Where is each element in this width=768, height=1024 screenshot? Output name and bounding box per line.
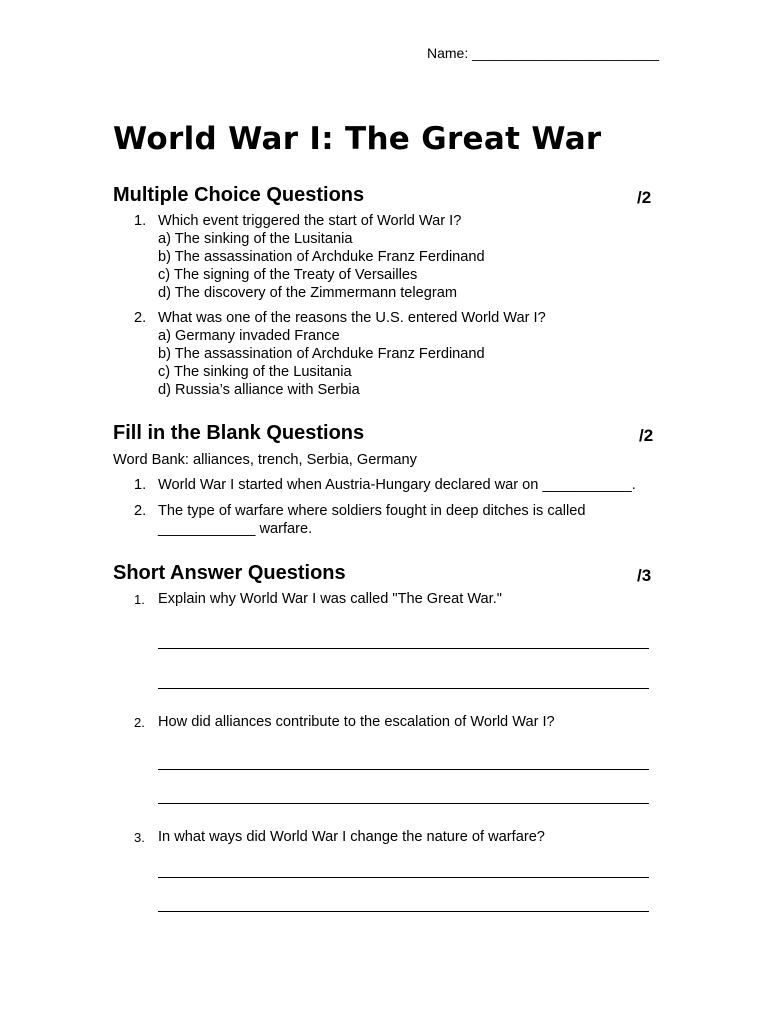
section-heading-fill-blank: Fill in the Blank Questions [113, 422, 365, 444]
mc-question-1-option-a: a) The sinking of the Lusitania [158, 231, 353, 247]
mc-question-2-option-c: c) The sinking of the Lusitania [158, 364, 352, 380]
mc-question-1-option-d: d) The discovery of the Zimmermann telegram [158, 285, 458, 301]
mc-question-1-number: 1. [134, 213, 147, 229]
section-heading-multiple-choice: Multiple Choice Questions [113, 184, 365, 206]
mc-question-2-text: What was one of the reasons the U.S. entered World War I? [158, 310, 546, 326]
answer-line [158, 769, 649, 770]
word-bank: Word Bank: alliances, trench, Serbia, Germany [113, 452, 417, 468]
answer-line [158, 911, 649, 912]
sa-question-1-number: 1. [134, 592, 145, 607]
fb-question-2-number: 2. [134, 503, 147, 519]
mc-question-2-option-d: d) Russia’s alliance with Serbia [158, 382, 360, 398]
fb-question-2-text-line-1: The type of warfare where soldiers fought in deep ditches is called [158, 503, 586, 519]
score-short-answer: /3 [637, 566, 652, 585]
mc-question-1-option-c: c) The signing of the Treaty of Versailles [158, 267, 418, 283]
sa-question-2-text: How did alliances contribute to the escalation of World War I? [158, 714, 555, 730]
mc-question-2-option-b: b) The assassination of Archduke Franz Ferdinand [158, 346, 485, 362]
mc-question-2-number: 2. [134, 310, 147, 326]
answer-line [158, 877, 649, 878]
answer-line [158, 803, 649, 804]
score-multiple-choice: /2 [637, 188, 652, 207]
section-heading-short-answer: Short Answer Questions [113, 562, 346, 584]
answer-line [158, 688, 649, 689]
mc-question-1-option-b: b) The assassination of Archduke Franz Ferdinand [158, 249, 485, 265]
name-field-label: Name: ________________________ [427, 45, 659, 61]
fb-question-1-number: 1. [134, 477, 147, 493]
sa-question-3-text: In what ways did World War I change the nature of warfare? [158, 829, 545, 845]
score-fill-blank: /2 [639, 426, 654, 445]
sa-question-2-number: 2. [134, 715, 145, 730]
answer-line [158, 648, 649, 649]
mc-question-2-option-a: a) Germany invaded France [158, 328, 340, 344]
sa-question-3-number: 3. [134, 830, 145, 845]
fb-question-1-text: World War I started when Austria-Hungary declared war on ___________. [158, 477, 636, 493]
page-title: World War I: The Great War [113, 121, 602, 157]
mc-question-1-text: Which event triggered the start of World War I? [158, 213, 462, 229]
sa-question-1-text: Explain why World War I was called "The Great War." [158, 591, 502, 607]
fb-question-2-text-line-2: ____________ warfare. [158, 521, 313, 537]
